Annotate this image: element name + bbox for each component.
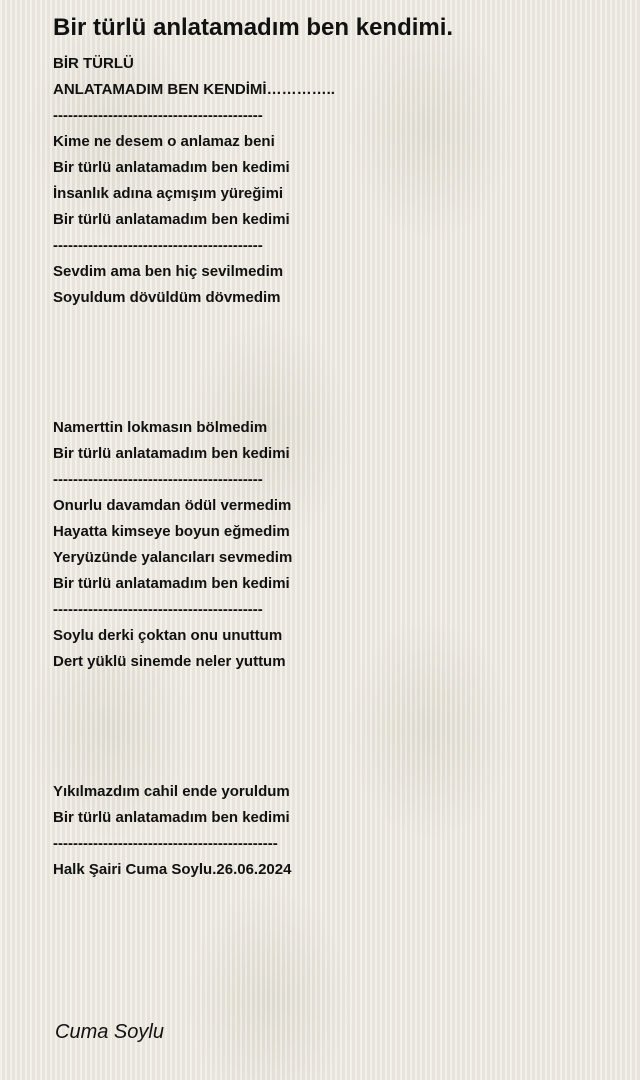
poem-line <box>53 389 613 415</box>
poem-line <box>53 701 613 727</box>
poem-line: BİR TÜRLÜ <box>53 55 134 72</box>
poem-line: İnsanlık adına açmışım yüreğimi <box>53 185 284 202</box>
poem-line: Bir türlü anlatamadım ben kedimi <box>53 809 290 826</box>
poem-line: Bir türlü anlatamadım ben kedimi <box>53 159 290 176</box>
poem-body <box>53 51 613 883</box>
poem-line: Soylu derki çoktan onu unuttum <box>53 627 283 644</box>
poem-line <box>53 337 613 363</box>
poem-line: --------------------------------------------- <box>53 835 278 852</box>
poem-line: Bir türlü anlatamadım ben kedimi <box>53 445 290 462</box>
poem-line: Bir türlü anlatamadım ben kedimi <box>53 211 290 228</box>
poem-line <box>53 311 613 337</box>
poem-line: Yıkılmazdım cahil ende yoruldum <box>53 783 290 800</box>
poem-author: Cuma Soylu <box>55 1021 164 1043</box>
poem-line: ------------------------------------------ <box>53 601 263 618</box>
poem-line <box>53 675 613 701</box>
poem-line: Bir türlü anlatamadım ben kedimi <box>53 575 290 592</box>
poem-line: ANLATAMADIM BEN KENDİMİ………….. <box>53 81 335 98</box>
poem-line: Soyuldum dövüldüm dövmedim <box>53 289 281 306</box>
poem-line: ------------------------------------------ <box>53 237 263 254</box>
poem-line: Yeryüzünde yalancıları sevmedim <box>53 549 293 566</box>
poem-line: ------------------------------------------ <box>53 471 263 488</box>
poem-line: Hayatta kimseye boyun eğmedim <box>53 523 290 540</box>
poem-line <box>53 753 613 779</box>
poem-line: Namerttin lokmasın bölmedim <box>53 419 268 436</box>
poem-line: Sevdim ama ben hiç sevilmedim <box>53 263 284 280</box>
poem-line <box>53 363 613 389</box>
poem-line: Halk Şairi Cuma Soylu.26.06.2024 <box>53 861 292 878</box>
poem-line: Dert yüklü sinemde neler yuttum <box>53 653 286 670</box>
poem-line: ------------------------------------------ <box>53 107 263 124</box>
poem-title: Bir türlü anlatamadım ben kendimi. <box>53 14 454 41</box>
poem-line: Onurlu davamdan ödül vermedim <box>53 497 292 514</box>
poem-line: Kime ne desem o anlamaz beni <box>53 133 275 150</box>
poem-line <box>53 727 613 753</box>
